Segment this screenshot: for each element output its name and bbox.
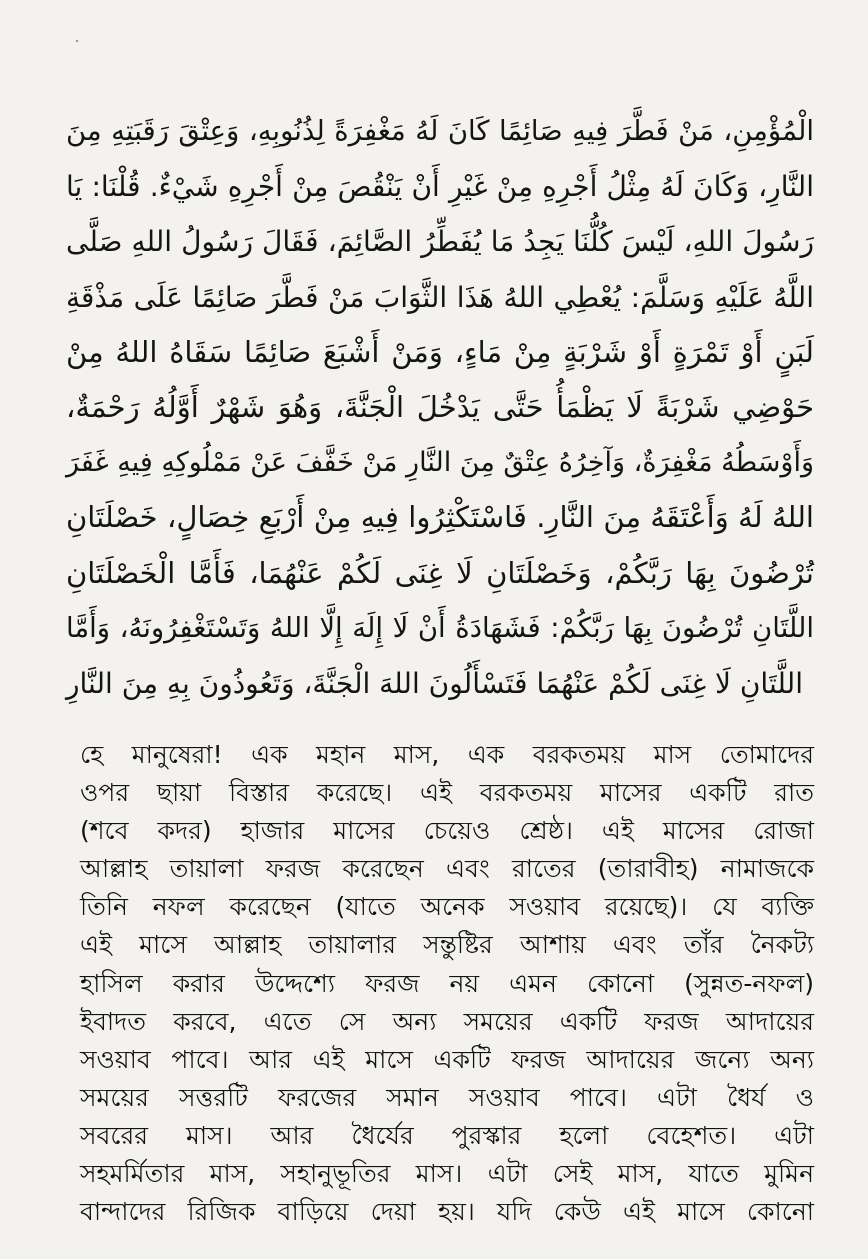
bengali-line: ওপর ছায়া বিস্তার করেছে। এই বরকতময় মাসের একটি রাত — [80, 778, 814, 808]
arabic-line: اللَّتَانِ تُرْضُونَ بِهَا رَبَّكُمْ: فَشَهَادَةُ أَنْ لَا إِلَهَ إِلَّا اللهُ وَتَسْتَغْفِرُونَهُ، وَأَمَّا — [66, 611, 814, 644]
arabic-line: اللَّتَانِ لَا غِنَى لَكُمْ عَنْهُمَا فَتَسْأَلُونَ اللهَ الْجَنَّةَ، وَتَعُوذُونَ بِهِ مِنَ النَّارِ — [66, 666, 803, 700]
bengali-line: সবরের মাস। আর ধৈর্যের পুরস্কার হলো বেহেশত। এটা — [80, 1120, 814, 1150]
bengali-line: সওয়াব পাবে। আর এই মাসে একটি ফরজ আদায়ের জন্যে অন্য — [80, 1044, 814, 1074]
bengali-line: বান্দাদের রিজিক বাড়িয়ে দেয়া হয়। যদি কেউ এই মাসে কোনো — [80, 1197, 814, 1227]
bengali-line: সহমর্মিতার মাস, সহানুভূতির মাস। এটা সেই মাস, যাতে মুমিন — [80, 1159, 814, 1189]
bengali-line: এই মাসে আল্লাহ তায়ালার সন্তুষ্টির আশায় এবং তাঁর নৈকট্য — [80, 930, 814, 960]
arabic-line: لَبَنٍ أَوْ تَمْرَةٍ أَوْ شَرْبَةٍ مِنْ مَاءٍ، وَمَنْ أَشْبَعَ صَائِمًا سَقَاهُ اللهُ مِنْ — [66, 334, 814, 369]
arabic-line: اللهُ لَهُ وَأَعْتَقَهُ مِنَ النَّارِ. فَاسْتَكْثِرُوا فِيهِ مِنْ أَرْبَعِ خِصَالٍ، خَصْلَتَانِ — [66, 500, 814, 535]
arabic-line: حَوْضِي شَرْبَةً لَا يَظْمَأُ حَتَّى يَدْخُلَ الْجَنَّةَ، وَهُوَ شَهْرٌ أَوَّلُهُ رَحْمَةٌ، — [66, 389, 814, 424]
page-speck — [76, 40, 78, 42]
bengali-line: (শবে কদর) হাজার মাসের চেয়েও শ্রেষ্ঠ। এই মাসের রোজা — [80, 816, 814, 846]
bengali-line: হাসিল করার উদ্দেশ্যে ফরজ নয় এমন কোনো (সুন্নত-নফল) — [80, 968, 814, 998]
arabic-line: رَسُولَ اللهِ، لَيْسَ كُلُّنَا يَجِدُ مَا يُفَطِّرُ الصَّائِمَ، فَقَالَ رَسُولُ اللهِ صَلَّى — [66, 225, 814, 259]
arabic-line: وَأَوْسَطُهُ مَغْفِرَةٌ، وَآخِرُهُ عِتْقٌ مِنَ النَّارِ مَنْ خَفَّفَ عَنْ مَمْلُوكِهِ فِيهِ غَفَرَ — [66, 447, 814, 479]
arabic-line: النَّارِ، وَكَانَ لَهُ مِثْلُ أَجْرِهِ مِنْ غَيْرِ أَنْ يَنْقُصَ مِنْ أَجْرِهِ شَيْءٌ. قُلْنَا: يَا — [66, 170, 814, 204]
bengali-line: হে মানুষেরা! এক মহান মাস, এক বরকতময় মাস তোমাদের — [80, 740, 814, 769]
bengali-translation-text — [80, 736, 814, 1231]
bengali-line: তিনি নফল করেছেন (যাতে অনেক সওয়াব রয়েছে)। যে ব্যক্তি — [80, 892, 814, 922]
arabic-line: اللَّهُ عَلَيْهِ وَسَلَّمَ: يُعْطِي اللهُ هَذَا الثَّوَابَ مَنْ فَطَّرَ صَائِمًا عَلَى مَذْقَةِ — [66, 280, 814, 314]
arabic-hadith-text — [66, 104, 814, 711]
arabic-line: تُرْضُونَ بِهَا رَبَّكُمْ، وَخَصْلَتَانِ لَا غِنَى لَكُمْ عَنْهُمَا، فَأَمَّا الْخَصْلَتَانِ — [66, 555, 814, 590]
bengali-line: আল্লাহ তায়ালা ফরজ করেছেন এবং রাতের (তারাবীহ) নামাজকে — [80, 854, 814, 884]
arabic-line: الْمُؤْمِنِ، مَنْ فَطَّرَ فِيهِ صَائِمًا كَانَ لَهُ مَغْفِرَةً لِذُنُوبِهِ، وَعِتْقَ رَقَبَتِهِ مِنَ — [66, 115, 814, 147]
bengali-line: ইবাদত করবে, এতে সে অন্য সময়ের একটি ফরজ আদায়ের — [80, 1006, 814, 1036]
bengali-line: সময়ের সত্তরটি ফরজের সমান সওয়াব পাবে। এটা ধৈর্য ও — [80, 1082, 814, 1112]
